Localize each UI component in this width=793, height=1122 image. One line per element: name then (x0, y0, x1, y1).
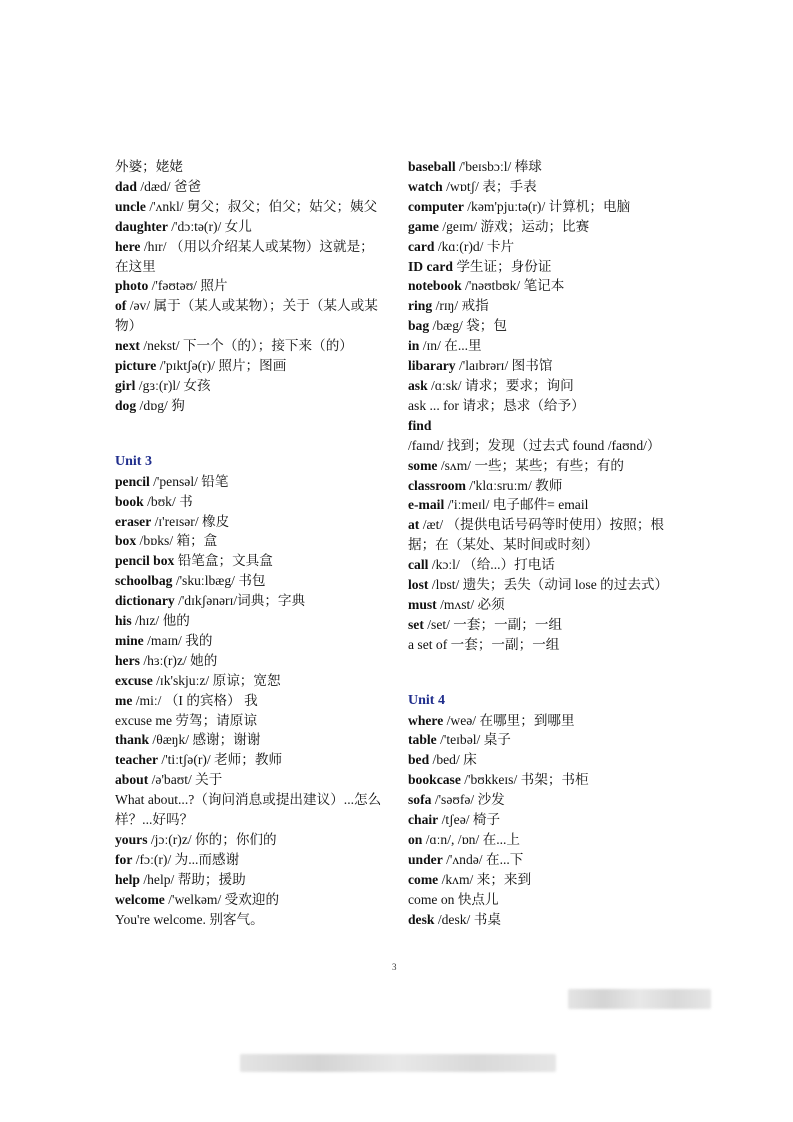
vocab-word: of (115, 298, 127, 314)
vocab-definition: /hɪz/ 他的 (131, 613, 190, 629)
vocab-word: pencil box (115, 553, 175, 569)
vocab-definition: /əv/ 属于（某人或某物）；关于（某人或某物） (115, 298, 378, 334)
vocab-word: come (408, 871, 439, 887)
vocab-entry (115, 631, 387, 651)
vocab-definition: /'bʊkkeɪs/ 书架；书柜 (460, 772, 589, 788)
vocab-word: baseball (408, 159, 456, 174)
vocab-definition: /ɪk'skjuːz/ 原谅；宽恕 (152, 672, 281, 688)
vocab-word: schoolbag (115, 573, 173, 589)
vocab-word: box (115, 533, 137, 549)
vocab-definition: /æt/ （提供电话号码等时使用）按照；根据；在（某处、某时间或时刻） (408, 517, 665, 553)
vocab-definition: /kɔːl/ （给...）打电话 (428, 557, 555, 573)
vocab-word: lost (408, 577, 429, 593)
section-gap (408, 655, 683, 691)
vocab-entry (115, 217, 387, 237)
vocab-definition: 学生证；身份证 (452, 258, 552, 274)
vocab-word: at (408, 517, 420, 533)
vocab-definition: What about...?（询问消息或提出建议）...怎么样？...好吗？ (115, 792, 382, 828)
vocab-word: teacher (115, 752, 159, 768)
vocab-definition: /'welkəm/ 受欢迎的 (164, 891, 280, 907)
blurred-watermark (568, 989, 711, 1009)
vocab-entry (408, 730, 683, 750)
vocab-entry (408, 910, 683, 930)
vocab-definition: /kʌm/ 来；来到 (438, 871, 532, 887)
vocab-definition: /dɒg/ 狗 (136, 397, 185, 413)
vocab-word: about (115, 772, 149, 788)
vocab-word: on (408, 832, 423, 847)
vocab-definition: You're welcome. 别客气。 (115, 911, 264, 927)
vocab-definition: /'dɪkʃənərɪ/词典；字典 (174, 593, 306, 609)
vocab-word: hers (115, 652, 140, 668)
vocab-entry (408, 635, 683, 655)
vocab-definition: /weə/ 在哪里；到哪里 (443, 712, 575, 728)
vocab-definition: /ɪ'reɪsər/ 橡皮 (151, 513, 230, 529)
vocab-definition: /desk/ 书桌 (434, 911, 501, 927)
unit-3-vocab-list (115, 472, 387, 930)
vocab-word: bookcase (408, 772, 461, 788)
vocab-definition: /'tiːtʃə(r)/ 老师；教师 (158, 752, 283, 768)
vocab-entry (115, 850, 387, 870)
vocab-entry (115, 376, 387, 396)
vocab-definition: /'teɪbəl/ 桌子 (436, 732, 511, 748)
vocab-word: libarary (408, 358, 456, 374)
vocab-word: girl (115, 377, 136, 393)
vocab-entry (408, 830, 683, 850)
vocab-word: game (408, 218, 439, 234)
vocab-definition: /wɒtʃ/ 表；手表 (442, 178, 537, 194)
vocab-definition: /geɪm/ 游戏；运动；比赛 (438, 218, 590, 234)
vocab-definition: /'skuːlbæg/ 书包 (172, 573, 266, 589)
blurred-watermark (240, 1054, 556, 1072)
vocab-word: some (408, 457, 438, 473)
vocab-entry (408, 396, 683, 416)
vocab-word: bed (408, 752, 430, 768)
vocab-word: picture (115, 358, 157, 374)
vocab-definition: /lɒst/ 遗失；丢失（动词 lose 的过去式） (428, 577, 669, 593)
vocab-definition: /ɑːn/, /ɒn/ 在...上 (422, 832, 521, 847)
vocab-entry (408, 356, 683, 376)
vocab-definition: /nekst/ 下一个（的）；接下来（的） (139, 338, 353, 354)
vocab-definition: /set/ 一套；一副；一组 (423, 616, 563, 632)
vocab-entry (115, 157, 387, 177)
vocab-word: in (408, 338, 420, 354)
vocab-definition: /hɜː(r)z/ 她的 (139, 652, 218, 668)
vocab-entry (115, 356, 387, 376)
vocab-word: photo (115, 278, 149, 294)
vocab-definition: 铅笔盒；文具盒 (174, 553, 273, 569)
vocab-entry (115, 770, 387, 790)
vocab-word: find (408, 417, 432, 433)
vocab-entry (115, 296, 387, 336)
vocab-entry (408, 615, 683, 635)
vocab-list-continued (115, 157, 387, 416)
unit-4-heading: Unit 4 (408, 692, 445, 708)
vocab-definition: /θæŋk/ 感谢；谢谢 (149, 732, 261, 748)
vocab-definition: /'fəʊtəʊ/ 照片 (148, 278, 228, 294)
vocab-entry (115, 512, 387, 532)
vocab-definition: /faɪnd/ 找到；发现（过去式 found /faʊnd/） (408, 437, 661, 453)
left-column (115, 157, 387, 930)
vocab-word: e-mail (408, 497, 445, 513)
vocab-word: table (408, 732, 437, 748)
vocab-definition: a set of 一套；一副；一组 (408, 636, 560, 652)
vocab-entry (408, 770, 683, 790)
vocab-entry (408, 316, 683, 336)
vocab-definition: /maɪn/ 我的 (143, 632, 213, 648)
vocab-word: uncle (115, 198, 146, 214)
vocab-definition: /ɑːsk/ 请求；要求；询问 (427, 377, 574, 393)
unit-4-vocab-list (408, 711, 683, 930)
vocab-entry (408, 177, 683, 197)
vocab-definition: /help/ 帮助；援助 (139, 871, 246, 887)
vocab-entry (115, 790, 387, 830)
vocab-entry (115, 750, 387, 770)
vocab-word: dog (115, 397, 137, 413)
vocab-definition: /kəm'pjuːtə(r)/ 计算机；电脑 (463, 198, 631, 214)
vocab-definition: /'pensəl/ 铅笔 (149, 473, 229, 489)
vocab-word: ID card (408, 258, 453, 274)
vocab-definition: /'iːmeɪl/ 电子邮件= email (444, 497, 589, 513)
vocab-definition: /'klɑːsruːm/ 教师 (465, 477, 563, 493)
vocab-entry (408, 416, 683, 456)
vocab-definition: /tʃeə/ 椅子 (438, 812, 501, 828)
vocab-definition: /bɒks/ 箱；盒 (136, 533, 218, 549)
vocab-word: call (408, 557, 429, 573)
vocab-word: excuse (115, 672, 153, 688)
vocab-entry (408, 217, 683, 237)
vocab-word: here (115, 238, 141, 254)
vocab-entry (408, 790, 683, 810)
vocab-entry (115, 396, 387, 416)
vocab-word: for (115, 851, 133, 867)
vocab-entry (408, 376, 683, 396)
vocab-definition: /miː/ （I 的宾格） 我 (132, 692, 258, 708)
vocab-definition: /'dɔːtə(r)/ 女儿 (167, 218, 252, 234)
vocab-entry (115, 830, 387, 850)
vocab-definition: /'beɪsbɔːl/ 棒球 (455, 159, 542, 174)
vocab-definition: /bed/ 床 (429, 752, 477, 768)
vocab-definition: /gɜː(r)l/ 女孩 (135, 377, 211, 393)
vocab-entry (408, 456, 683, 476)
vocab-entry (408, 515, 683, 555)
vocab-entry (115, 910, 387, 930)
vocab-entry (115, 237, 387, 277)
vocab-word: daughter (115, 218, 168, 234)
vocab-definition: /ɪn/ 在...里 (419, 338, 482, 354)
vocab-word: chair (408, 812, 439, 828)
vocab-word: dad (115, 178, 137, 194)
vocab-word: set (408, 616, 424, 632)
right-column (408, 157, 683, 930)
vocab-entry (408, 476, 683, 496)
vocab-entry (115, 691, 387, 711)
vocab-word: ask (408, 377, 428, 393)
vocab-entry (408, 870, 683, 890)
vocab-word: classroom (408, 477, 466, 493)
vocab-entry (408, 575, 683, 595)
vocab-entry (115, 890, 387, 910)
vocab-definition: ask ... for 请求；恳求（给予） (408, 397, 585, 413)
vocab-word: bag (408, 318, 430, 334)
vocab-list-continued (408, 157, 683, 655)
vocab-entry (408, 750, 683, 770)
vocab-word: next (115, 338, 140, 354)
vocab-definition: /'pɪktʃə(r)/ 照片；图画 (156, 358, 287, 374)
vocab-entry (408, 257, 683, 277)
vocab-entry (408, 711, 683, 731)
unit-3-heading: Unit 3 (115, 453, 152, 469)
vocab-word: must (408, 596, 437, 612)
vocab-definition: /jɔː(r)z/ 你的；你们的 (147, 832, 277, 847)
vocab-entry (115, 472, 387, 492)
vocab-entry (408, 495, 683, 515)
vocab-definition: /'ʌndə/ 在...下 (442, 851, 524, 867)
vocab-entry (115, 197, 387, 217)
vocab-definition: /bʊk/ 书 (143, 493, 193, 509)
vocab-definition: /hɪr/ （用以介绍某人或某物）这就是；在这里 (115, 238, 374, 274)
vocab-entry (115, 671, 387, 691)
vocab-definition: /mʌst/ 必须 (436, 596, 505, 612)
vocab-entry (115, 591, 387, 611)
vocab-word: desk (408, 911, 435, 927)
vocab-word: card (408, 238, 435, 254)
vocab-entry (115, 551, 387, 571)
page-number: 3 (392, 962, 397, 972)
vocab-definition: /'nəʊtbʊk/ 笔记本 (461, 278, 565, 294)
vocab-entry (115, 336, 387, 356)
vocab-entry (408, 595, 683, 615)
vocab-entry (408, 555, 683, 575)
vocab-entry (115, 870, 387, 890)
vocab-word: under (408, 851, 443, 867)
vocab-word: his (115, 613, 132, 629)
vocab-entry (408, 810, 683, 830)
vocab-entry (408, 336, 683, 356)
vocab-entry (408, 237, 683, 257)
vocab-entry (115, 531, 387, 551)
vocab-entry (115, 177, 387, 197)
vocab-word: ring (408, 298, 433, 314)
vocab-entry (115, 651, 387, 671)
vocab-entry (408, 296, 683, 316)
vocab-entry (115, 276, 387, 296)
vocab-definition: 外婆；姥姥 (115, 159, 183, 174)
vocab-word: book (115, 493, 144, 509)
vocab-definition: /sʌm/ 一些；某些；有些；有的 (437, 457, 624, 473)
vocab-entry (408, 850, 683, 870)
vocab-definition: /'laɪbrərɪ/ 图书馆 (455, 358, 553, 374)
vocab-word: sofa (408, 792, 432, 808)
vocab-word: thank (115, 732, 150, 748)
vocab-definition: /ə'baʊt/ 关于 (148, 772, 223, 788)
vocab-entry (115, 711, 387, 731)
vocab-word: mine (115, 632, 144, 648)
vocab-entry (115, 730, 387, 750)
vocab-word: eraser (115, 513, 152, 529)
vocab-word: welcome (115, 891, 165, 907)
vocab-definition: /fɔː(r)/ 为...而感谢 (132, 851, 240, 867)
vocab-entry (408, 157, 683, 177)
vocab-definition: come on 快点儿 (408, 891, 499, 907)
vocab-definition: /rɪŋ/ 戒指 (432, 298, 489, 314)
vocab-definition: excuse me 劳驾；请原谅 (115, 712, 257, 728)
vocab-word: computer (408, 198, 464, 214)
vocab-word: notebook (408, 278, 462, 294)
vocab-word: watch (408, 178, 443, 194)
vocab-entry (408, 197, 683, 217)
section-gap (115, 416, 387, 452)
vocab-definition: /'ʌnkl/ 舅父；叔父；伯父；姑父；姨父 (145, 198, 378, 214)
vocab-entry (115, 492, 387, 512)
vocab-word: help (115, 871, 140, 887)
vocab-entry (408, 276, 683, 296)
vocab-definition: /'səʊfə/ 沙发 (431, 792, 505, 808)
vocab-word: me (115, 692, 133, 708)
vocab-entry (115, 571, 387, 591)
vocab-word: where (408, 712, 444, 728)
vocab-definition: /dæd/ 爸爸 (136, 178, 202, 194)
vocab-word: dictionary (115, 593, 175, 609)
vocab-word: yours (115, 832, 148, 847)
vocab-word: pencil (115, 473, 150, 489)
vocab-entry (408, 890, 683, 910)
vocab-definition: /bæg/ 袋；包 (429, 318, 507, 334)
vocab-definition: /kɑː(r)d/ 卡片 (434, 238, 515, 254)
vocab-entry (115, 611, 387, 631)
